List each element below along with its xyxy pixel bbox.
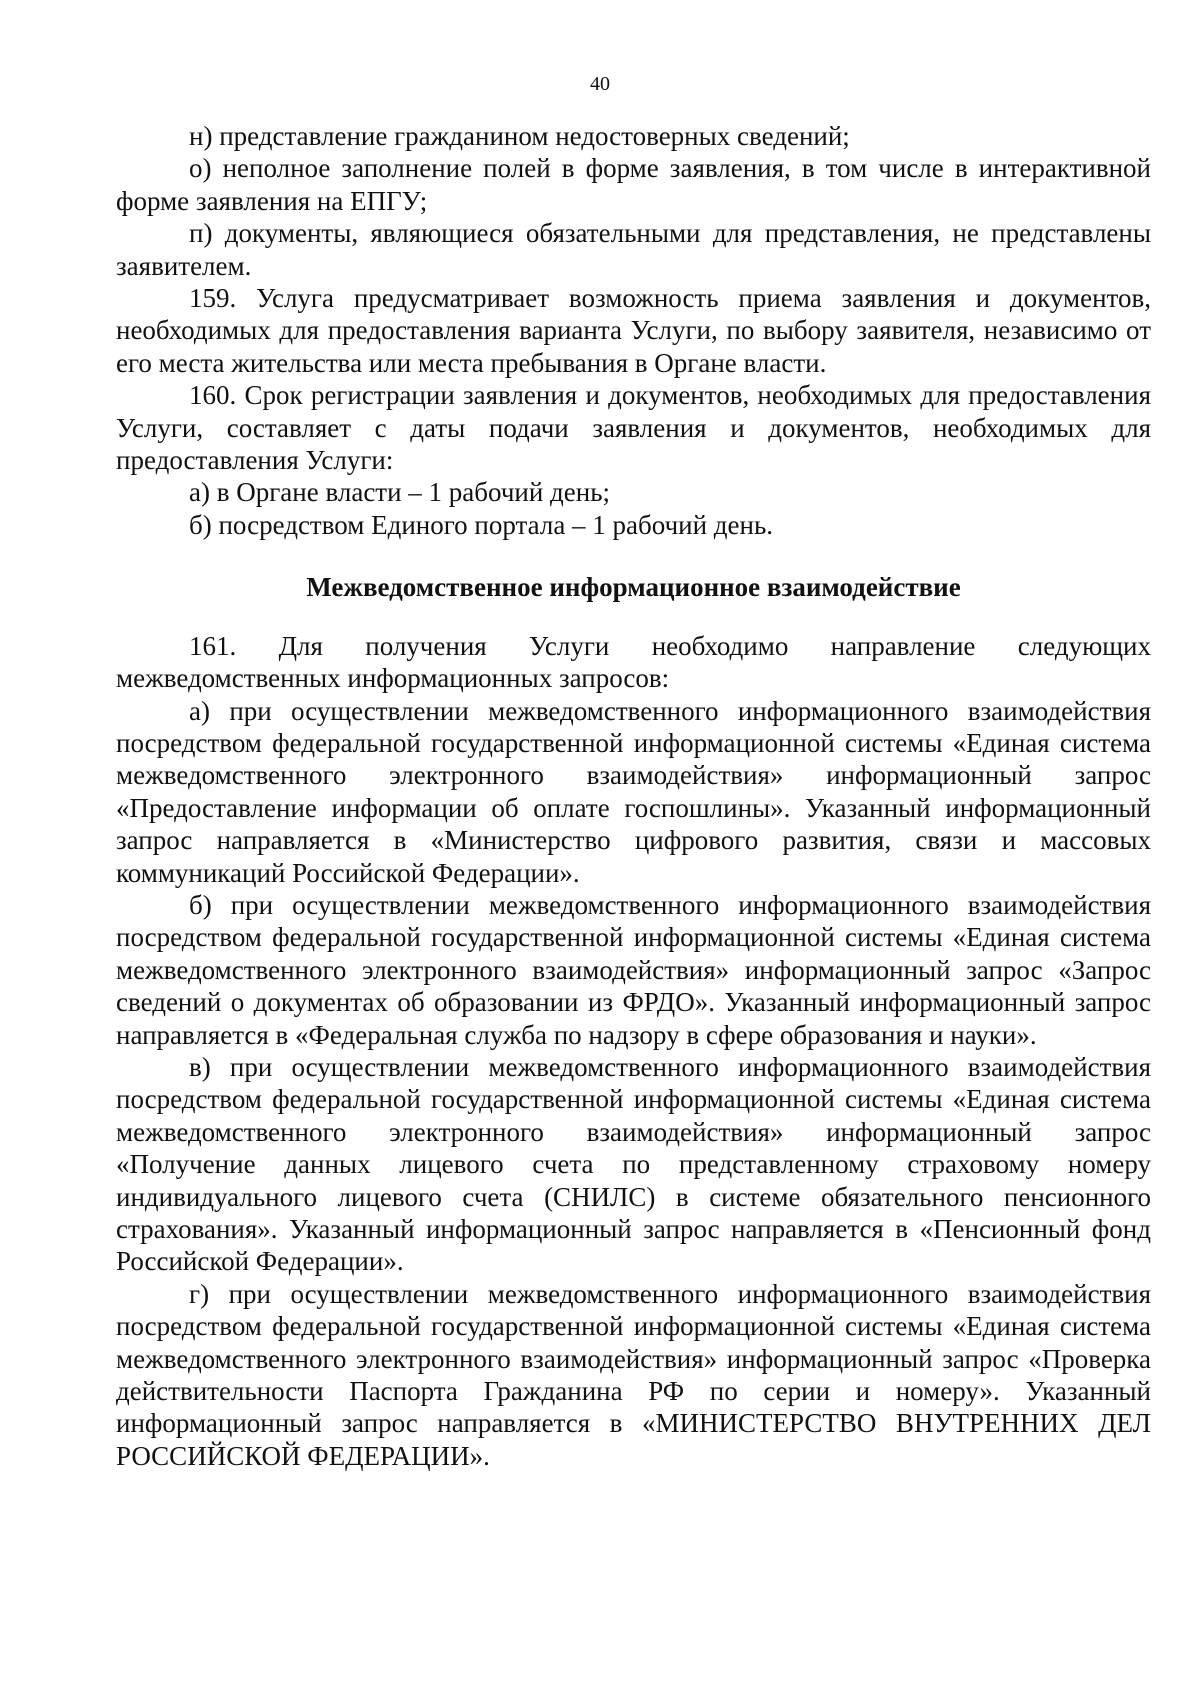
- section-heading: Межведомственное информационное взаимодействие: [306, 572, 961, 603]
- paragraph-161-item-a: а) при осуществлении межведомственного информационного взаимодействия посредством федеральной государственной информационной системы «Единая система межведомственного электронного взаимодействия» информационный запрос «Предоставление информации об оплате госпошлины». Указанный информационный запрос направляется в «Министерство цифрового развития, связи и массовых коммуникаций Российской Федерации».: [116, 695, 1151, 888]
- paragraph-161-item-v: в) при осуществлении межведомственного информационного взаимодействия посредством федеральной государственной информационной системы «Единая система межведомственного электронного взаимодействия» информационный запрос «Получение данных лицевого счета по представленному страховому номеру индивидуального лицевого счета (СНИЛС) в системе обязательного пенсионного страхования». Указанный информационный запрос направляется в «Пенсионный фонд Российской Федерации».: [116, 1051, 1151, 1277]
- paragraph-item-o: о) неполное заполнение полей в форме заявления, в том числе в интерактивной форме заявления на ЕПГУ;: [116, 153, 1151, 216]
- paragraph-160-item-a: а) в Органе власти – 1 рабочий день;: [189, 477, 611, 508]
- paragraph-item-p: п) документы, являющиеся обязательными для представления, не представлены заявителем.: [116, 218, 1151, 281]
- paragraph-159: 159. Услуга предусматривает возможность приема заявления и документов, необходимых для предоставления варианта Услуги, по выбору заявителя, независимо от его места жительства или места пребывания в Органе власти.: [116, 283, 1151, 378]
- paragraph-160-item-b: б) посредством Единого портала – 1 рабочий день.: [189, 509, 774, 540]
- page-number: 40: [590, 73, 610, 95]
- paragraph-161-item-g: г) при осуществлении межведомственного информационного взаимодействия посредством федеральной государственной информационной системы «Единая система межведомственного электронного взаимодействия» информационный запрос «Проверка действительности Паспорта Гражданина РФ по серии и номеру». Указанный информационный запрос направляется в «МИНИСТЕРСТВО ВНУТРЕННИХ ДЕЛ РОССИЙСКОЙ ФЕДЕРАЦИИ».: [116, 1278, 1151, 1471]
- paragraph-161: 161. Для получения Услуги необходимо направление следующих межведомственных информационных запросов:: [116, 630, 1151, 694]
- paragraph-161-item-b: б) при осуществлении межведомственного информационного взаимодействия посредством федеральной государственной информационной системы «Единая система межведомственного электронного взаимодействия» информационный запрос «Запрос сведений о документах об образовании из ФРДО». Указанный информационный запрос направляется в «Федеральная служба по надзору в сфере образования и науки».: [116, 889, 1151, 1050]
- paragraph-item-n: н) представление гражданином недостоверных сведений;: [189, 121, 850, 151]
- document-body: [116, 120, 1151, 1472]
- paragraph-160: 160. Срок регистрации заявления и документов, необходимых для предоставления Услуги, составляет с даты подачи заявления и документов, необходимых для предоставления Услуги:: [116, 380, 1151, 476]
